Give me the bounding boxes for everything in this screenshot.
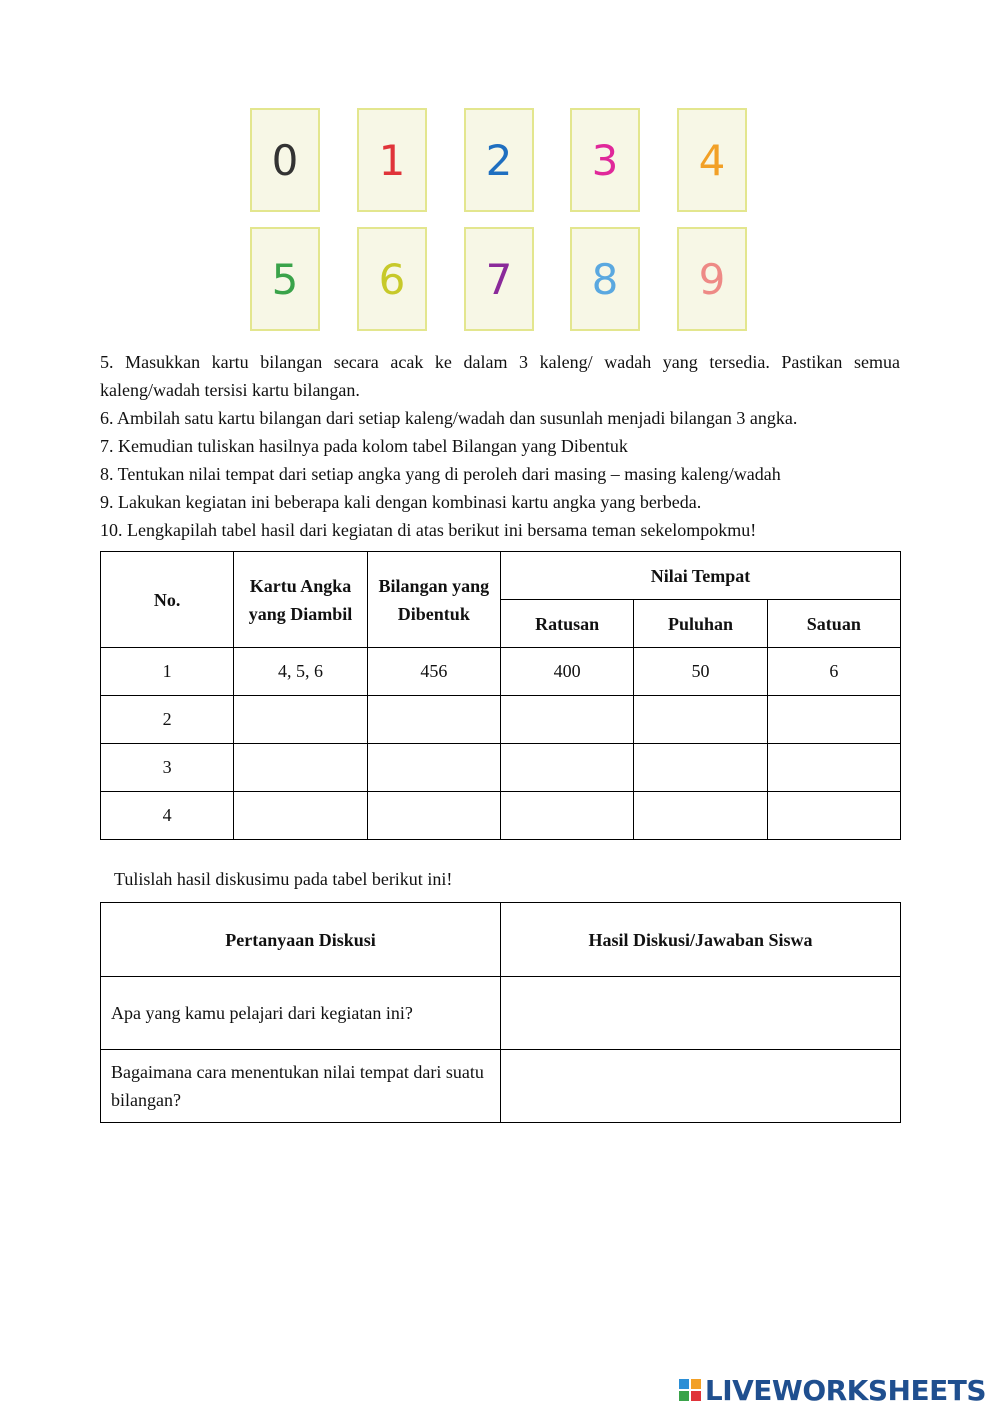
table-row xyxy=(101,648,901,696)
header-answer: Hasil Diskusi/Jawaban Siswa xyxy=(501,903,901,977)
liveworksheets-logo[interactable] xyxy=(679,1373,986,1407)
instruction-item: 5. Masukkan kartu bilangan secara acak ke dalam 3 kaleng/ wadah yang tersedia. Pastikan semua kaleng/wadah tersisi kartu bilangan. xyxy=(100,352,900,400)
header-ratusan: Ratusan xyxy=(500,600,633,648)
cell-no: 4 xyxy=(101,792,234,840)
card-label: 1 xyxy=(378,135,406,185)
cell-puluhan[interactable] xyxy=(634,792,767,840)
instruction-item: 7. Kemudian tuliskan hasilnya pada kolom tabel Bilangan yang Dibentuk xyxy=(100,436,628,456)
discussion-table xyxy=(100,902,901,1123)
number-card xyxy=(250,108,320,212)
number-card xyxy=(570,108,640,212)
cell-ratusan[interactable] xyxy=(500,792,633,840)
table-row xyxy=(101,977,901,1050)
header-no: No. xyxy=(101,552,234,648)
cell-puluhan[interactable]: 50 xyxy=(634,648,767,696)
number-card xyxy=(250,227,320,331)
header-question: Pertanyaan Diskusi xyxy=(101,903,501,977)
instructions xyxy=(100,348,900,544)
cell-satuan[interactable] xyxy=(767,792,900,840)
discussion-caption: Tulislah hasil diskusimu pada tabel berikut ini! xyxy=(114,869,453,889)
table-row xyxy=(101,696,901,744)
cell-kartu[interactable]: 4, 5, 6 xyxy=(234,648,367,696)
number-card xyxy=(677,227,747,331)
instruction-item: 10. Lengkapilah tabel hasil dari kegiatan di atas berikut ini bersama teman sekelompokmu! xyxy=(100,520,757,540)
header-puluhan: Puluhan xyxy=(634,600,767,648)
answer-cell[interactable] xyxy=(501,977,901,1050)
header-bilangan: Bilangan yang Dibentuk xyxy=(367,552,500,648)
card-label: 0 xyxy=(271,135,299,185)
cell-ratusan[interactable] xyxy=(500,744,633,792)
card-label: 4 xyxy=(698,135,726,185)
instruction-item: 9. Lakukan kegiatan ini beberapa kali dengan kombinasi kartu angka yang berbeda. xyxy=(100,492,702,512)
cell-no: 3 xyxy=(101,744,234,792)
table-row xyxy=(101,744,901,792)
cell-kartu[interactable] xyxy=(234,792,367,840)
instruction-item: 6. Ambilah satu kartu bilangan dari setiap kaleng/wadah dan susunlah menjadi bilangan 3 angka. xyxy=(100,408,798,428)
number-card xyxy=(677,108,747,212)
logo-text: LIVEWORKSHEETS xyxy=(704,1373,986,1407)
number-card xyxy=(357,108,427,212)
number-card xyxy=(357,227,427,331)
cell-puluhan[interactable] xyxy=(634,744,767,792)
cell-satuan[interactable]: 6 xyxy=(767,648,900,696)
card-label: 5 xyxy=(271,254,299,304)
header-satuan: Satuan xyxy=(767,600,900,648)
logo-square xyxy=(691,1379,701,1389)
answer-cell[interactable] xyxy=(501,1050,901,1123)
cell-satuan[interactable] xyxy=(767,744,900,792)
card-label: 9 xyxy=(698,254,726,304)
card-label: 2 xyxy=(485,135,513,185)
logo-square xyxy=(691,1391,701,1401)
number-card xyxy=(464,108,534,212)
cell-puluhan[interactable] xyxy=(634,696,767,744)
cell-no: 2 xyxy=(101,696,234,744)
header-kartu: Kartu Angka yang Diambil xyxy=(234,552,367,648)
cell-ratusan[interactable] xyxy=(500,696,633,744)
cell-bilangan[interactable] xyxy=(367,696,500,744)
card-label: 8 xyxy=(591,254,619,304)
place-value-table xyxy=(100,551,901,840)
table-row xyxy=(101,792,901,840)
header-nilai-tempat: Nilai Tempat xyxy=(500,552,900,600)
cell-kartu[interactable] xyxy=(234,696,367,744)
cell-kartu[interactable] xyxy=(234,744,367,792)
instruction-item: 8. Tentukan nilai tempat dari setiap angka yang di peroleh dari masing – masing kaleng/wadah xyxy=(100,464,781,484)
cell-satuan[interactable] xyxy=(767,696,900,744)
number-card xyxy=(570,227,640,331)
card-label: 3 xyxy=(591,135,619,185)
number-card xyxy=(464,227,534,331)
logo-mark-icon xyxy=(679,1379,701,1401)
logo-square xyxy=(679,1379,689,1389)
cell-no: 1 xyxy=(101,648,234,696)
question-cell: Apa yang kamu pelajari dari kegiatan ini? xyxy=(101,977,501,1050)
cell-ratusan[interactable]: 400 xyxy=(500,648,633,696)
cell-bilangan[interactable] xyxy=(367,744,500,792)
question-cell: Bagaimana cara menentukan nilai tempat dari suatu bilangan? xyxy=(101,1050,501,1123)
card-label: 6 xyxy=(378,254,406,304)
logo-square xyxy=(679,1391,689,1401)
table-row xyxy=(101,1050,901,1123)
cell-bilangan[interactable]: 456 xyxy=(367,648,500,696)
card-label: 7 xyxy=(485,254,513,304)
cell-bilangan[interactable] xyxy=(367,792,500,840)
